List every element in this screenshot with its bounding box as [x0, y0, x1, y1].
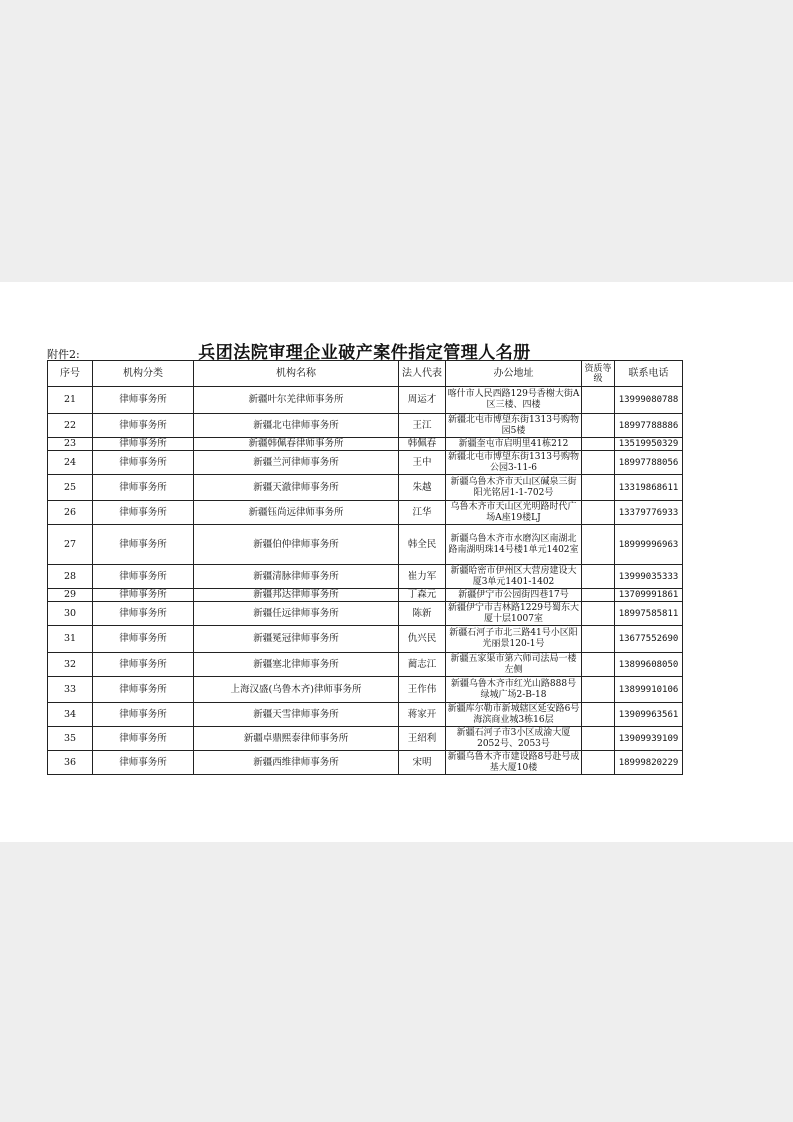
document-title: 兵团法院审理企业破产案件指定管理人名册	[198, 343, 531, 363]
cell-category: 律师事务所	[93, 565, 194, 589]
table-row	[48, 626, 683, 653]
cell-category: 律师事务所	[93, 677, 194, 703]
cell-category: 律师事务所	[93, 602, 194, 626]
cell-grade	[582, 451, 615, 475]
cell-phone: 13899910106	[615, 677, 683, 703]
cell-seq: 24	[48, 451, 93, 475]
cell-category: 律师事务所	[93, 626, 194, 653]
table-row	[48, 414, 683, 438]
table-row	[48, 703, 683, 727]
cell-category: 律师事务所	[93, 589, 194, 602]
cell-name: 新疆天雪律师事务所	[194, 703, 399, 727]
cell-seq: 30	[48, 602, 93, 626]
cell-seq: 27	[48, 525, 93, 565]
cell-seq: 33	[48, 677, 93, 703]
cell-seq: 26	[48, 501, 93, 525]
cell-address: 新疆北屯市博望东街1313号购物公园3-11-6	[446, 451, 582, 475]
cell-rep: 王作伟	[399, 677, 446, 703]
cell-rep: 蔺志江	[399, 653, 446, 677]
cell-phone: 18999996963	[615, 525, 683, 565]
cell-grade	[582, 525, 615, 565]
cell-grade	[582, 438, 615, 451]
cell-seq: 29	[48, 589, 93, 602]
table-row	[48, 387, 683, 414]
cell-rep: 王中	[399, 451, 446, 475]
cell-name: 新疆西维律师事务所	[194, 751, 399, 775]
cell-name: 新疆邦达律师事务所	[194, 589, 399, 602]
cell-phone: 13899608050	[615, 653, 683, 677]
cell-seq: 22	[48, 414, 93, 438]
cell-name: 新疆塞北律师事务所	[194, 653, 399, 677]
cell-grade	[582, 589, 615, 602]
cell-name: 上海汉盛(乌鲁木齐)律师事务所	[194, 677, 399, 703]
cell-phone: 13319868611	[615, 475, 683, 501]
cell-grade	[582, 677, 615, 703]
cell-category: 律师事务所	[93, 451, 194, 475]
cell-seq: 23	[48, 438, 93, 451]
table-row	[48, 565, 683, 589]
cell-category: 律师事务所	[93, 653, 194, 677]
cell-rep: 朱越	[399, 475, 446, 501]
cell-grade	[582, 727, 615, 751]
cell-rep: 丁森元	[399, 589, 446, 602]
cell-name: 新疆天澈律师事务所	[194, 475, 399, 501]
header-seq: 序号	[48, 361, 93, 387]
document	[47, 338, 682, 775]
cell-phone: 13909939109	[615, 727, 683, 751]
cell-phone: 18997788056	[615, 451, 683, 475]
cell-seq: 32	[48, 653, 93, 677]
cell-seq: 21	[48, 387, 93, 414]
cell-seq: 34	[48, 703, 93, 727]
cell-category: 律师事务所	[93, 751, 194, 775]
cell-rep: 仇兴民	[399, 626, 446, 653]
cell-name: 新疆北屯律师事务所	[194, 414, 399, 438]
cell-grade	[582, 501, 615, 525]
table-row	[48, 602, 683, 626]
cell-category: 律师事务所	[93, 501, 194, 525]
cell-grade	[582, 703, 615, 727]
cell-seq: 25	[48, 475, 93, 501]
attachment-label: 附件2:	[47, 348, 80, 361]
table-row	[48, 677, 683, 703]
cell-rep: 陈新	[399, 602, 446, 626]
cell-category: 律师事务所	[93, 414, 194, 438]
cell-grade	[582, 626, 615, 653]
cell-seq: 28	[48, 565, 93, 589]
table-row	[48, 727, 683, 751]
cell-address: 新疆哈密市伊州区大营房建设大厦3单元1401-1402	[446, 565, 582, 589]
cell-name: 新疆清脉律师事务所	[194, 565, 399, 589]
cell-phone: 18997585811	[615, 602, 683, 626]
cell-address: 新疆乌鲁木齐市水磨沟区南湖北路南湖明珠14号楼1单元1402室	[446, 525, 582, 565]
table-row	[48, 475, 683, 501]
cell-category: 律师事务所	[93, 727, 194, 751]
cell-name: 新疆兰河律师事务所	[194, 451, 399, 475]
header-category: 机构分类	[93, 361, 194, 387]
cell-name: 新疆伯仲律师事务所	[194, 525, 399, 565]
table-row	[48, 525, 683, 565]
cell-rep: 周运才	[399, 387, 446, 414]
cell-address: 新疆乌鲁木齐市红光山路888号绿城广场2-B-18	[446, 677, 582, 703]
cell-phone: 18997788886	[615, 414, 683, 438]
document-header	[47, 338, 682, 363]
cell-grade	[582, 565, 615, 589]
cell-category: 律师事务所	[93, 475, 194, 501]
header-phone: 联系电话	[615, 361, 683, 387]
table-row	[48, 589, 683, 602]
cell-phone: 13999080788	[615, 387, 683, 414]
cell-seq: 35	[48, 727, 93, 751]
cell-name: 新疆任远律师事务所	[194, 602, 399, 626]
cell-phone: 13677552690	[615, 626, 683, 653]
cell-grade	[582, 387, 615, 414]
header-name: 机构名称	[194, 361, 399, 387]
header-address: 办公地址	[446, 361, 582, 387]
cell-category: 律师事务所	[93, 387, 194, 414]
header-rep: 法人代表	[399, 361, 446, 387]
cell-address: 新疆石河子市3小区成渝大厦2052号、2053号	[446, 727, 582, 751]
table-row	[48, 653, 683, 677]
table-row	[48, 438, 683, 451]
cell-phone: 13709991861	[615, 589, 683, 602]
table-header-row	[48, 361, 683, 387]
cell-category: 律师事务所	[93, 525, 194, 565]
cell-grade	[582, 653, 615, 677]
cell-address: 新疆北屯市博望东街1313号购物园5楼	[446, 414, 582, 438]
cell-category: 律师事务所	[93, 438, 194, 451]
cell-seq: 31	[48, 626, 93, 653]
cell-grade	[582, 414, 615, 438]
cell-name: 新疆冕冠律师事务所	[194, 626, 399, 653]
table-row	[48, 451, 683, 475]
cell-rep: 韩佩春	[399, 438, 446, 451]
cell-address: 新疆乌鲁木齐市天山区碱泉三街阳光铭居1-1-702号	[446, 475, 582, 501]
cell-phone: 18999820229	[615, 751, 683, 775]
cell-rep: 王绍利	[399, 727, 446, 751]
cell-name: 新疆叶尔羌律师事务所	[194, 387, 399, 414]
cell-phone: 13379776933	[615, 501, 683, 525]
cell-address: 新疆库尔勒市新城辖区延安路6号海滨商业城3栋16层	[446, 703, 582, 727]
cell-rep: 蒋家开	[399, 703, 446, 727]
cell-phone: 13999035333	[615, 565, 683, 589]
cell-rep: 崔力军	[399, 565, 446, 589]
cell-address: 新疆奎屯市启明里41栋212	[446, 438, 582, 451]
cell-seq: 36	[48, 751, 93, 775]
cell-address: 喀什市人民西路129号香榭大街A区三楼、四楼	[446, 387, 582, 414]
cell-address: 新疆乌鲁木齐市建设路8号赴号成基大厦10楼	[446, 751, 582, 775]
cell-phone: 13519950329	[615, 438, 683, 451]
table-row	[48, 751, 683, 775]
cell-address: 新疆五家渠市第六师司法局一楼左侧	[446, 653, 582, 677]
table-row	[48, 501, 683, 525]
cell-category: 律师事务所	[93, 703, 194, 727]
cell-grade	[582, 751, 615, 775]
cell-grade	[582, 475, 615, 501]
cell-address: 新疆伊宁市公园街四巷17号	[446, 589, 582, 602]
cell-grade	[582, 602, 615, 626]
cell-name: 新疆钰尚远律师事务所	[194, 501, 399, 525]
cell-name: 新疆韩佩春律师事务所	[194, 438, 399, 451]
cell-rep: 王江	[399, 414, 446, 438]
cell-address: 乌鲁木齐市天山区光明路时代广场A座19楼LJ	[446, 501, 582, 525]
header-grade: 资质等级	[582, 361, 615, 387]
cell-name: 新疆卓鼎熙泰律师事务所	[194, 727, 399, 751]
cell-phone: 13909963561	[615, 703, 683, 727]
cell-rep: 韩全民	[399, 525, 446, 565]
cell-address: 新疆石河子市北三路41号小区阳光丽景120-1号	[446, 626, 582, 653]
cell-rep: 江华	[399, 501, 446, 525]
cell-rep: 宋明	[399, 751, 446, 775]
cell-address: 新疆伊宁市吉林路1229号蜀东大厦十层1007室	[446, 602, 582, 626]
administrator-roster-table	[47, 360, 683, 775]
